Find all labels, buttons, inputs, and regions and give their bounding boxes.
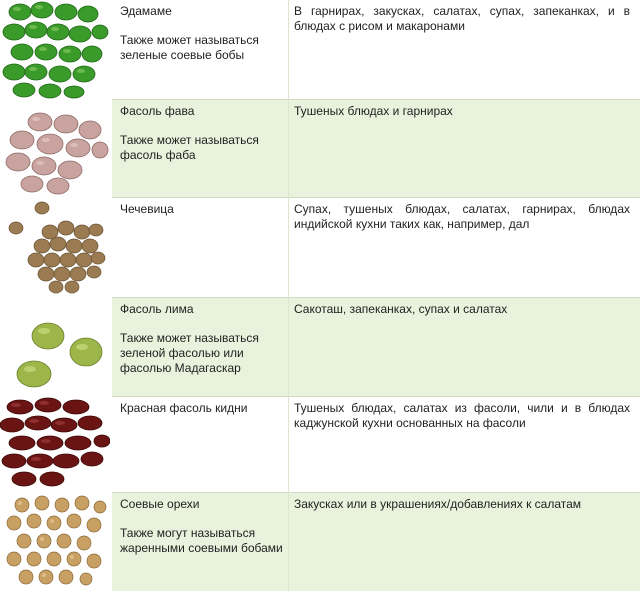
- bean-name: Соевые орехи: [120, 497, 200, 511]
- bean-usage: Тушеных блюдах, салатах из фасоли, чили и в блюдах каджунской кухни основанных на фасоли: [294, 401, 630, 430]
- bean-usage: Супах, тушеных блюдах, салатах, гарнирах, блюдах индийской кухни таких как, например, дал: [294, 202, 630, 231]
- fava-image: [0, 100, 110, 198]
- bean-name: Фасоль фава: [120, 104, 195, 118]
- kidney-image: [0, 397, 110, 493]
- bean-alias: Также может называться зеленой фасолью или фасолью Мадагаскар: [120, 331, 259, 375]
- bean-name: Красная фасоль кидни: [120, 401, 248, 415]
- lentil-image: [0, 198, 110, 298]
- bean-usage: Закусках или в украшениях/добавлениях к салатам: [294, 497, 582, 511]
- lima-image: [0, 298, 110, 397]
- bean-usage: Тушеных блюдах и гарнирах: [294, 104, 453, 118]
- bean-alias: Также могут называться жаренными соевыми бобами: [120, 526, 283, 555]
- table-row: [0, 397, 640, 493]
- bean-name: Эдамаме: [120, 4, 172, 18]
- table-row: [0, 493, 640, 591]
- edamame-image: [0, 0, 110, 100]
- bean-alias: Также может называться фасоль фаба: [120, 133, 259, 162]
- table-row: [0, 198, 640, 298]
- bean-name: Фасоль лима: [120, 302, 194, 316]
- bean-usage: Сакоташ, запеканках, супах и салатах: [294, 302, 508, 316]
- table-row: [0, 100, 640, 198]
- table-row: [0, 298, 640, 397]
- bean-alias: Также может называться зеленые соевые бобы: [120, 33, 259, 62]
- bean-usage: В гарнирах, закусках, салатах, супах, запеканках, и в блюдах с рисом и макаронами: [294, 4, 630, 33]
- table-row: [0, 0, 640, 100]
- soynut-image: [0, 493, 110, 591]
- bean-name: Чечевица: [120, 202, 174, 216]
